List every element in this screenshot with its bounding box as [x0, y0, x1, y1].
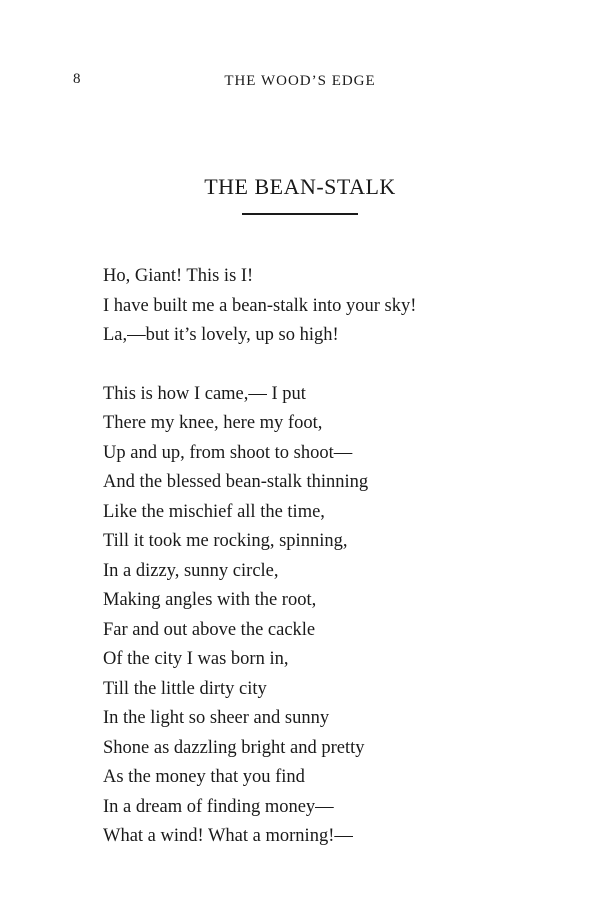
poem-line: There my knee, here my foot,	[103, 413, 323, 433]
poem-line: And the blessed bean-stalk thinning	[103, 472, 369, 492]
stanza	[103, 380, 416, 852]
poem-line: I have built me a bean-stalk into your sky!	[103, 295, 417, 316]
title-rule	[242, 213, 358, 215]
poem-line: Making angles with the root,	[103, 590, 317, 610]
page-number: 8	[73, 71, 81, 87]
poem-line: Like the mischief all the time,	[103, 501, 325, 522]
poem-line: Till it took me rocking, spinning,	[103, 531, 348, 551]
poem-title: THE BEAN-STALK	[204, 174, 396, 199]
running-head: THE WOOD’S EDGE	[224, 73, 376, 89]
poem-line: What a wind! What a morning!—	[103, 826, 353, 846]
poem-line: As the money that you find	[103, 767, 305, 787]
poem-line: In a dizzy, sunny circle,	[103, 560, 279, 581]
poem-line: In the light so sheer and sunny	[103, 708, 330, 728]
poem-line: Ho, Giant! This is I!	[103, 266, 254, 286]
poem-line: Shone as dazzling bright and pretty	[103, 737, 365, 758]
poem-line: Till the little dirty city	[103, 678, 267, 699]
poem-line: Far and out above the cackle	[103, 619, 316, 640]
poem-line: Up and up, from shoot to shoot—	[103, 442, 353, 463]
stanza	[103, 262, 416, 351]
poem-line: La,—but it’s lovely, up so high!	[103, 325, 339, 345]
poem-body	[103, 262, 416, 881]
poem-line: This is how I came,— I put	[103, 383, 306, 404]
poem-line: In a dream of finding money—	[103, 796, 334, 817]
poem-line: Of the city I was born in,	[103, 649, 289, 669]
